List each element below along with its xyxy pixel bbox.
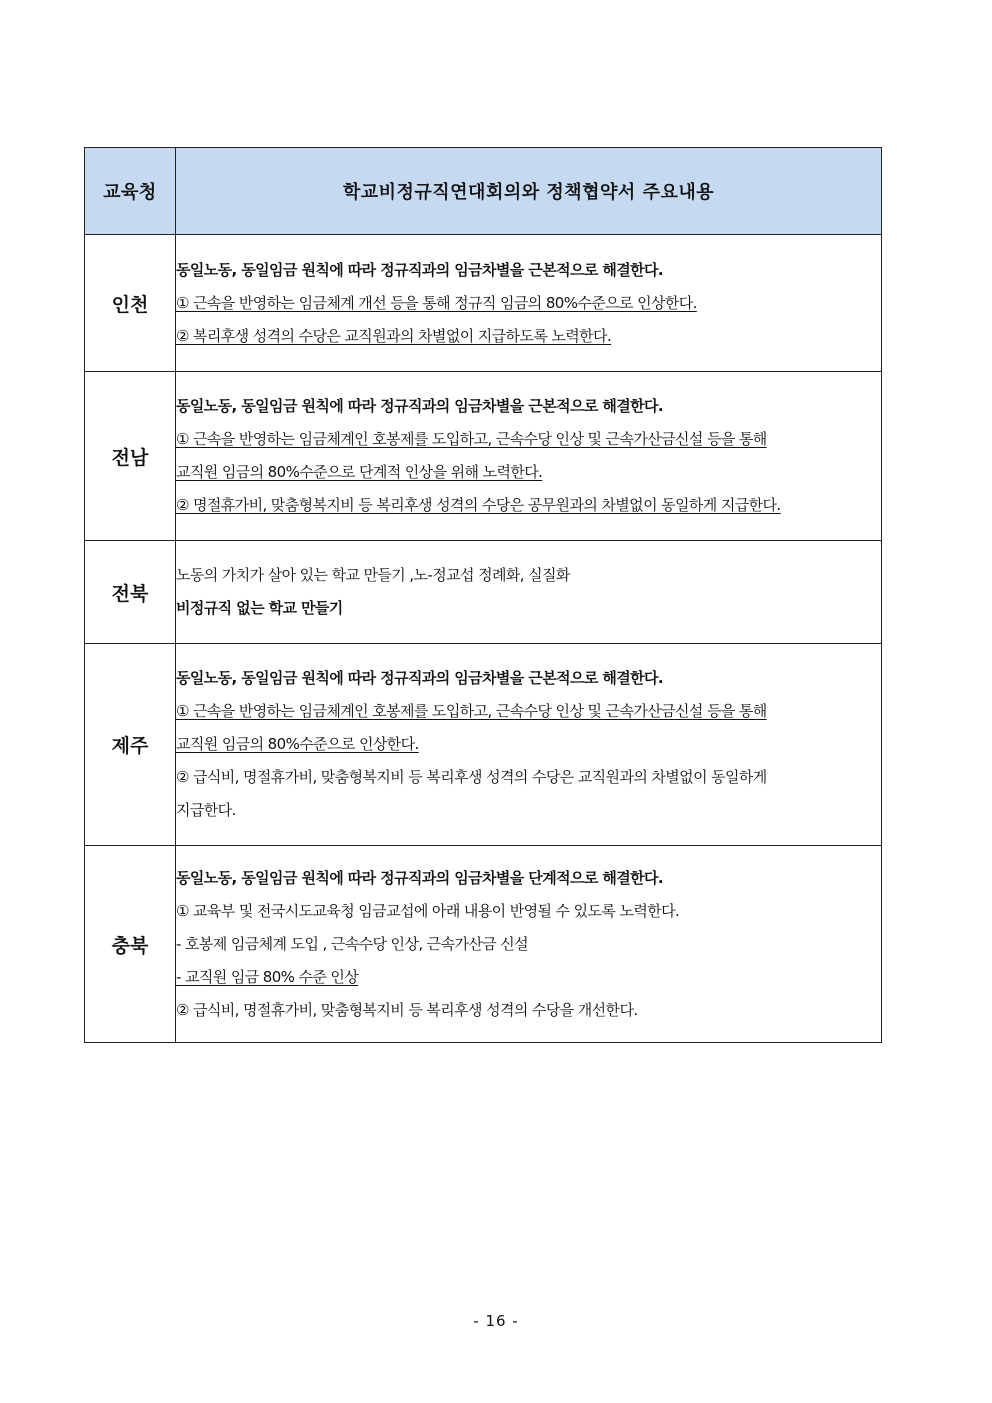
content-line: ② 복리후생 성격의 수당은 교직원과의 차별없이 지급하도록 노력한다. [176, 326, 612, 345]
page-number: - 16 - [473, 1312, 519, 1330]
header-region: 교육청 [85, 148, 176, 235]
content-line: 교직원 임금의 80%수준으로 단계적 인상을 위해 노력한다. [176, 463, 543, 481]
table-header-row [85, 148, 882, 235]
content-line: 지급한다. [176, 801, 236, 819]
content-cell [176, 235, 882, 372]
content-line: 교직원 임금의 80%수준으로 인상한다. [176, 735, 419, 753]
region-cell: 전남 [85, 372, 176, 541]
content-line: 동일노동, 동일임금 원칙에 따라 정규직과의 임금차별을 근본적으로 해결한다. [176, 397, 664, 415]
table-row [85, 846, 882, 1043]
table-row [85, 372, 882, 541]
content-line: - 호봉제 임금체계 도입 , 근속수당 인상, 근속가산금 신설 [176, 934, 529, 953]
region-cell: 인천 [85, 235, 176, 372]
content-cell [176, 846, 882, 1043]
table-row [85, 541, 882, 644]
content-line: ① 교육부 및 전국시도교육청 임금교섭에 아래 내용이 반영될 수 있도록 노력한다. [176, 901, 680, 920]
region-cell: 충북 [85, 846, 176, 1043]
content-line: ② 명절휴가비, 맞춤형복지비 등 복리후생 성격의 수당은 공무원과의 차별없이 동일하게 지급한다. [176, 496, 781, 514]
region-cell: 제주 [85, 644, 176, 846]
content-cell [176, 644, 882, 846]
header-content: 학교비정규직연대회의와 정책협약서 주요내용 [176, 148, 882, 235]
content-line: 동일노동, 동일임금 원칙에 따라 정규직과의 임금차별을 근본적으로 해결한다. [176, 669, 664, 687]
content-line: 동일노동, 동일임금 원칙에 따라 정규직과의 임금차별을 단계적으로 해결한다. [176, 868, 664, 887]
table-row [85, 235, 882, 372]
content-line: ① 근속을 반영하는 임금체계 개선 등을 통해 정규직 임금의 80%수준으로 인상한다. [176, 293, 697, 312]
content-line: 노동의 가치가 살아 있는 학교 만들기 ,노-정교섭 정례화, 실질화 [176, 566, 570, 584]
content-line: ① 근속을 반영하는 임금체계인 호봉제를 도입하고, 근속수당 인상 및 근속가산금신설 등을 통해 [176, 430, 767, 448]
content-line: ① 근속을 반영하는 임금체계인 호봉제를 도입하고, 근속수당 인상 및 근속가산금신설 등을 통해 [176, 702, 767, 720]
content-cell [176, 541, 882, 644]
content-line: ② 급식비, 명절휴가비, 맞춤형복지비 등 복리후생 성격의 수당을 개선한다. [176, 1000, 638, 1019]
content-line: 동일노동, 동일임금 원칙에 따라 정규직과의 임금차별을 근본적으로 해결한다. [176, 260, 664, 279]
region-cell: 전북 [85, 541, 176, 644]
table-row [85, 644, 882, 846]
content-line: 비정규직 없는 학교 만들기 [176, 599, 343, 617]
policy-table [84, 147, 882, 1043]
content-cell [176, 372, 882, 541]
content-line: - 교직원 임금 80% 수준 인상 [176, 967, 359, 986]
content-line: ② 급식비, 명절휴가비, 맞춤형복지비 등 복리후생 성격의 수당은 교직원과의 차별없이 동일하게 [176, 768, 767, 786]
